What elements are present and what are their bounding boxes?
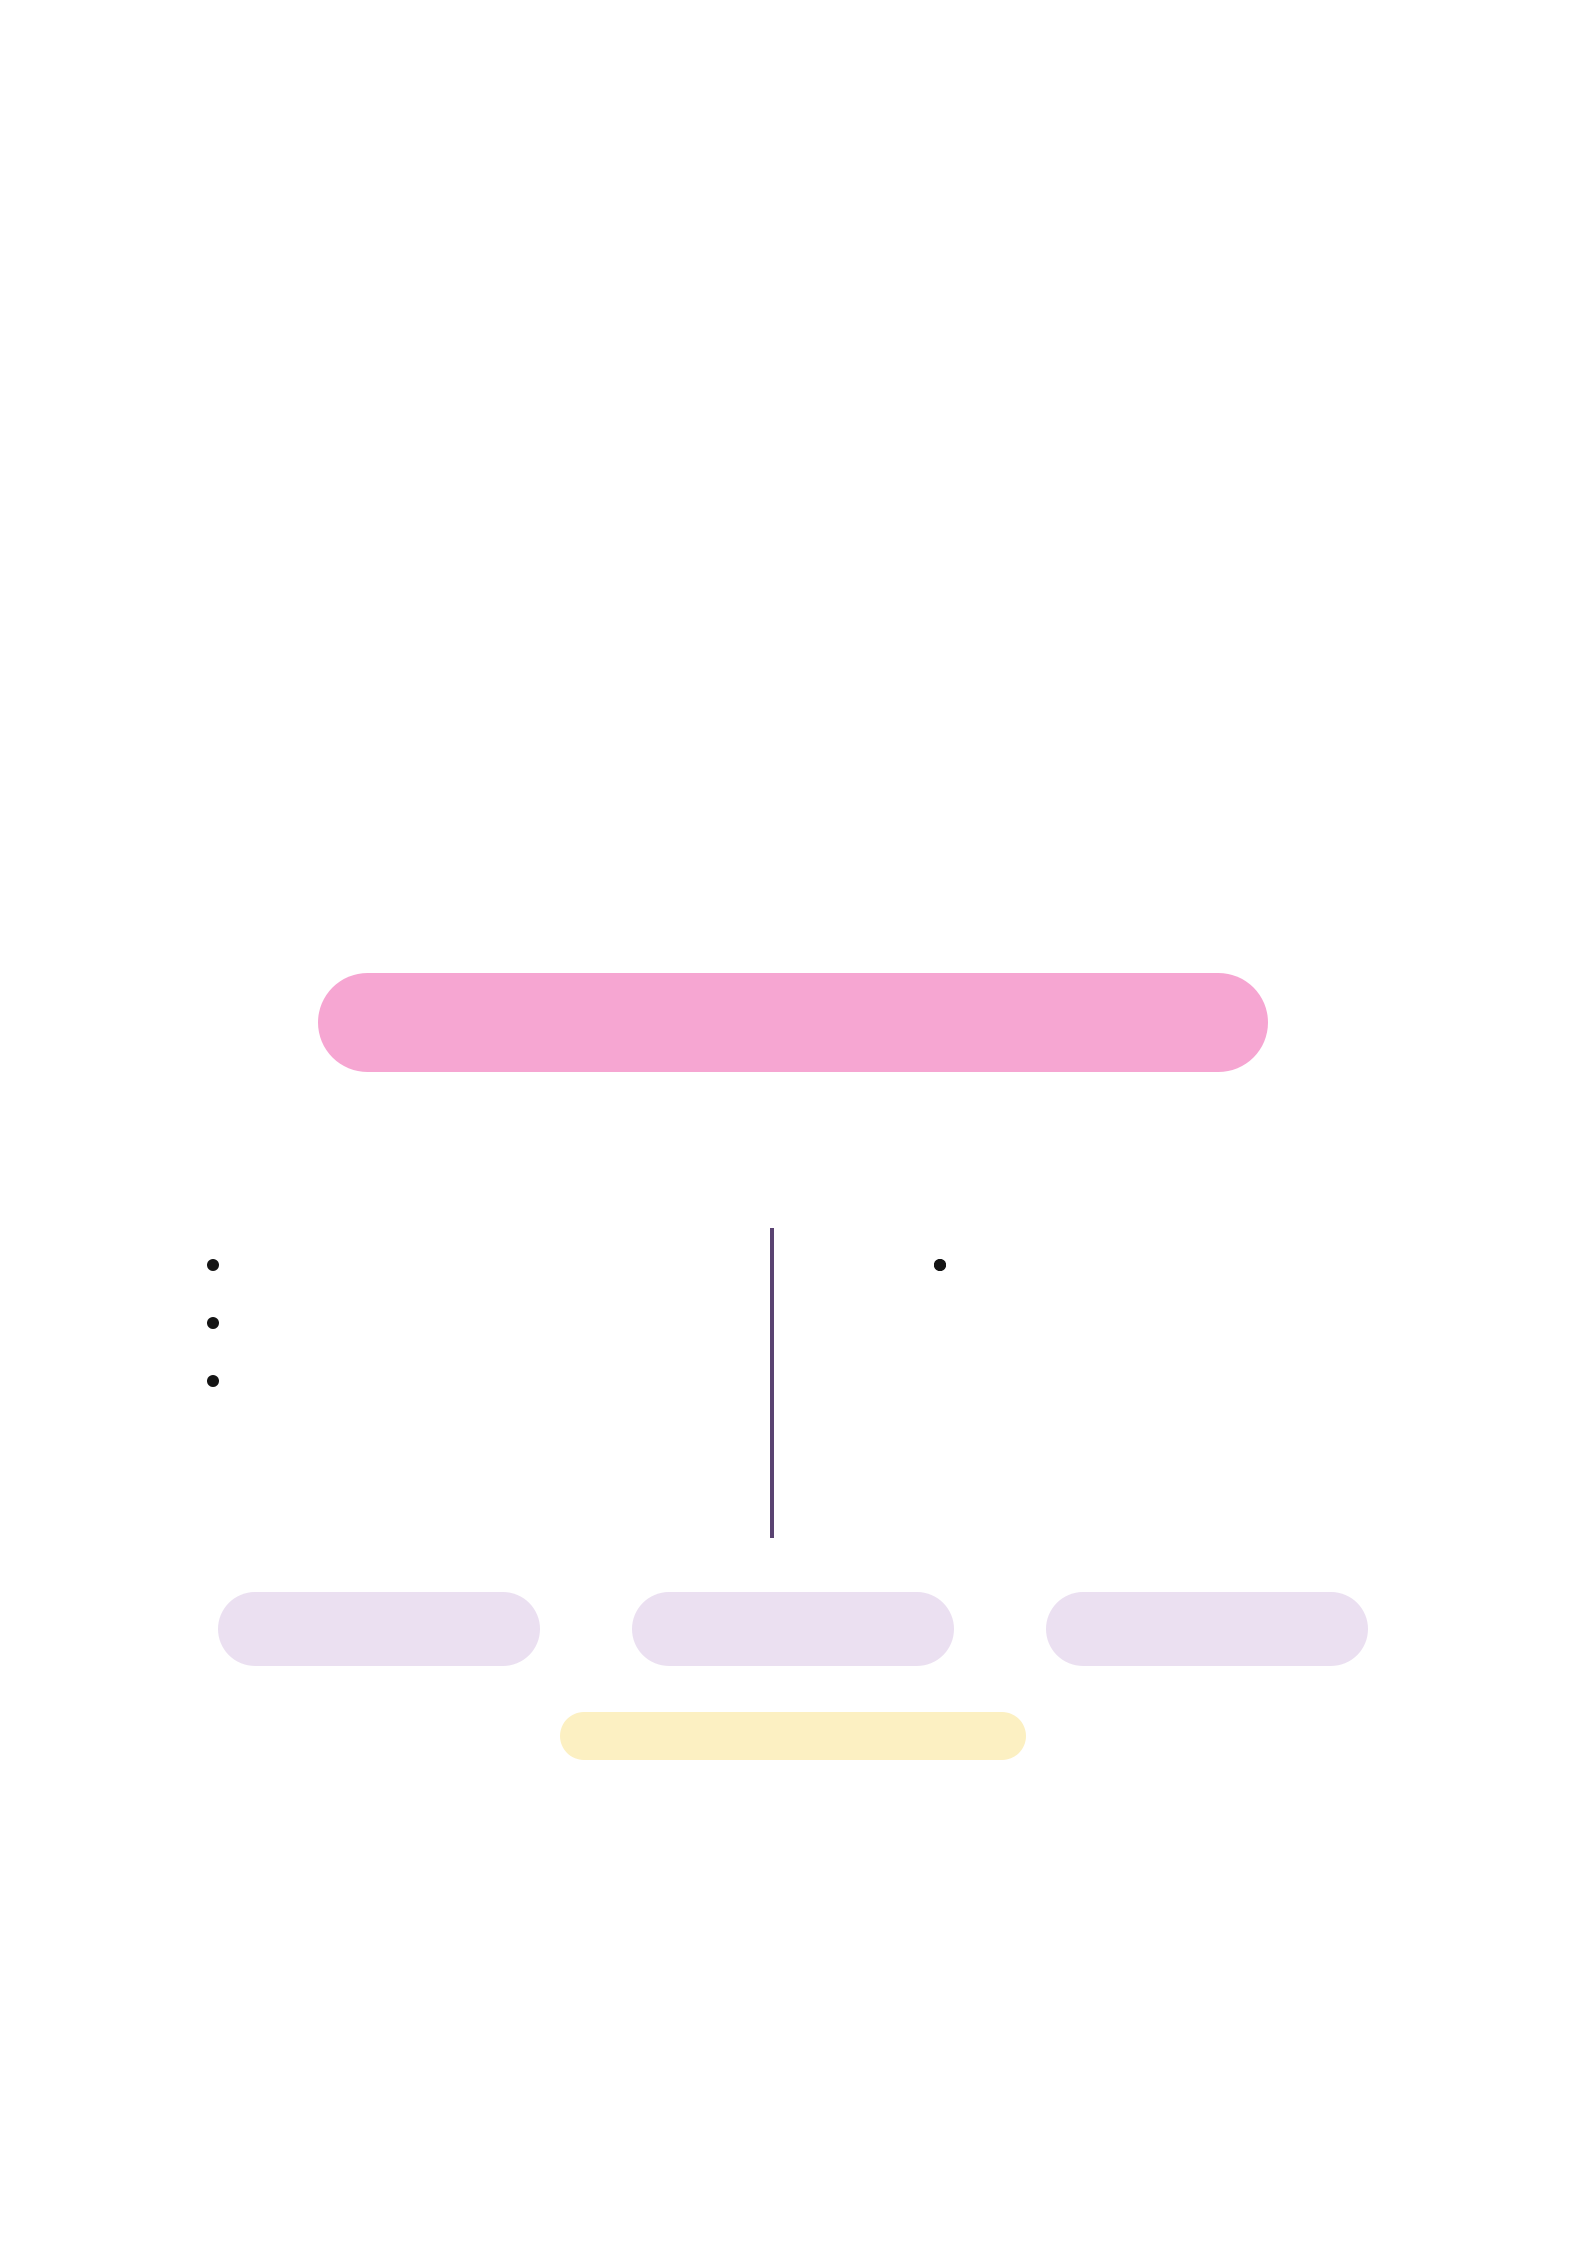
- time-place: [0, 1082, 1587, 1131]
- bad-weather-note: [0, 1145, 1587, 1194]
- tag-lots: [218, 1592, 540, 1666]
- tag-food: [632, 1592, 954, 1666]
- price-item: [205, 1296, 245, 1354]
- price-list: [205, 1238, 245, 1412]
- price-item: [205, 1354, 245, 1412]
- association-name: [0, 398, 1587, 452]
- city-name: [0, 815, 1587, 953]
- price-item: [205, 1238, 245, 1296]
- decorative-balls-top: [0, 0, 1587, 460]
- column-divider: [770, 1228, 774, 1538]
- tag-bar: [1046, 1592, 1368, 1666]
- decorative-balls-bottom: [0, 1740, 1587, 2245]
- event-title: [300, 490, 1300, 790]
- date-banner: [318, 973, 1268, 1072]
